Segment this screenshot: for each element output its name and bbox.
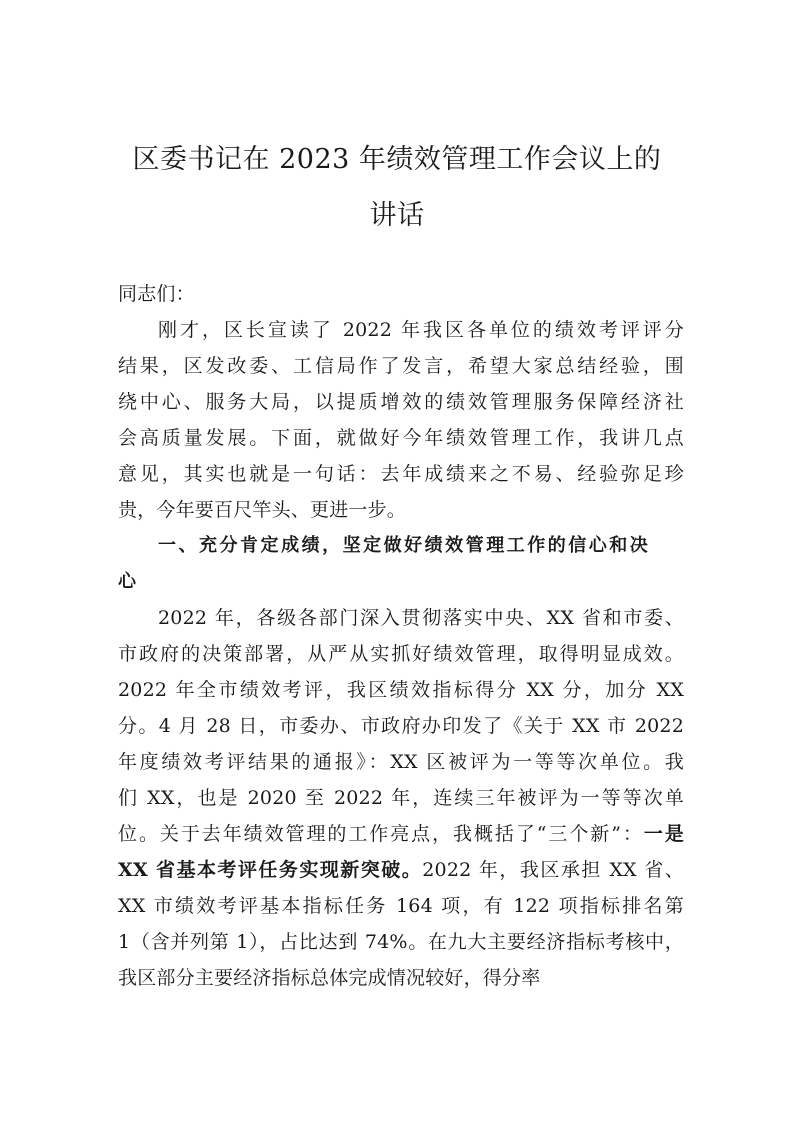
paragraph-2-line: 年度绩效考评结果的通报》：XX 区被评为一等等次单位。我 (118, 751, 684, 773)
paragraph-2-line: XX 市绩效考评基本指标任务 164 项，有 122 项指标排名第 (118, 895, 684, 917)
paragraph-1-line: 会高质量发展。下面，就做好今年绩效管理工作，我讲几点 (118, 427, 684, 449)
paragraph-2-line: 2022 年全市绩效考评，我区绩效指标得分 XX 分，加分 XX (118, 679, 684, 701)
paragraph-2-line: 2022 年，各级各部门深入贯彻落实中央、XX 省和市委、 (158, 607, 684, 629)
paragraph-1-line: 绕中心、服务大局，以提质增效的绩效管理服务保障经济社 (118, 391, 684, 413)
document-title-line-2: 讲话 (369, 200, 425, 231)
paragraph-1-line: 意见，其实也就是一句话：去年成绩来之不易、经验弥足珍 (118, 463, 684, 485)
paragraph-1-line: 刚才，区长宣读了 2022 年我区各单位的绩效考评评分 (158, 319, 684, 341)
paragraph-2-line: 分。4 月 28 日，市委办、市政府办印发了《关于 XX 市 2022 (118, 715, 684, 737)
paragraph-2-line: 1（含并列第 1），占比达到 74%。在九大主要经济指标考核中， (118, 931, 684, 953)
salutation: 同志们： (118, 283, 195, 305)
highlight-bold-text: XX 省基本考评任务实现新突破。 (118, 859, 423, 881)
section-1-heading-line-2: 心 (118, 571, 137, 592)
section-1-heading-line-1: 一、充分肯定成绩，坚定做好绩效管理工作的信心和决 (158, 535, 648, 556)
paragraph-2-line: 市政府的决策部署，从严从实抓好绩效管理，取得明显成效。 (118, 643, 684, 665)
paragraph-2-text: 2022 年，我区承担 XX 省、 (422, 859, 684, 881)
highlight-bold-text: 一是 (643, 823, 684, 845)
paragraph-2-line-mixed (118, 822, 684, 846)
paragraph-1-line: 贵，今年要百尺竿头、更进一步。 (118, 499, 407, 521)
paragraph-2-line: 们 XX，也是 2020 至 2022 年，连续三年被评为一等等次单 (118, 787, 684, 809)
paragraph-2-line-mixed (118, 858, 684, 882)
document-title-line-1: 区委书记在 2023 年绩效管理工作会议上的 (132, 144, 662, 175)
paragraph-2-line: 我区部分主要经济指标总体完成情况较好，得分率 (118, 967, 541, 989)
paragraph-1-line: 结果，区发改委、工信局作了发言，希望大家总结经验，围 (118, 355, 684, 377)
paragraph-2-text: 位。关于去年绩效管理的工作亮点，我概括了“三个新”： (118, 823, 644, 845)
